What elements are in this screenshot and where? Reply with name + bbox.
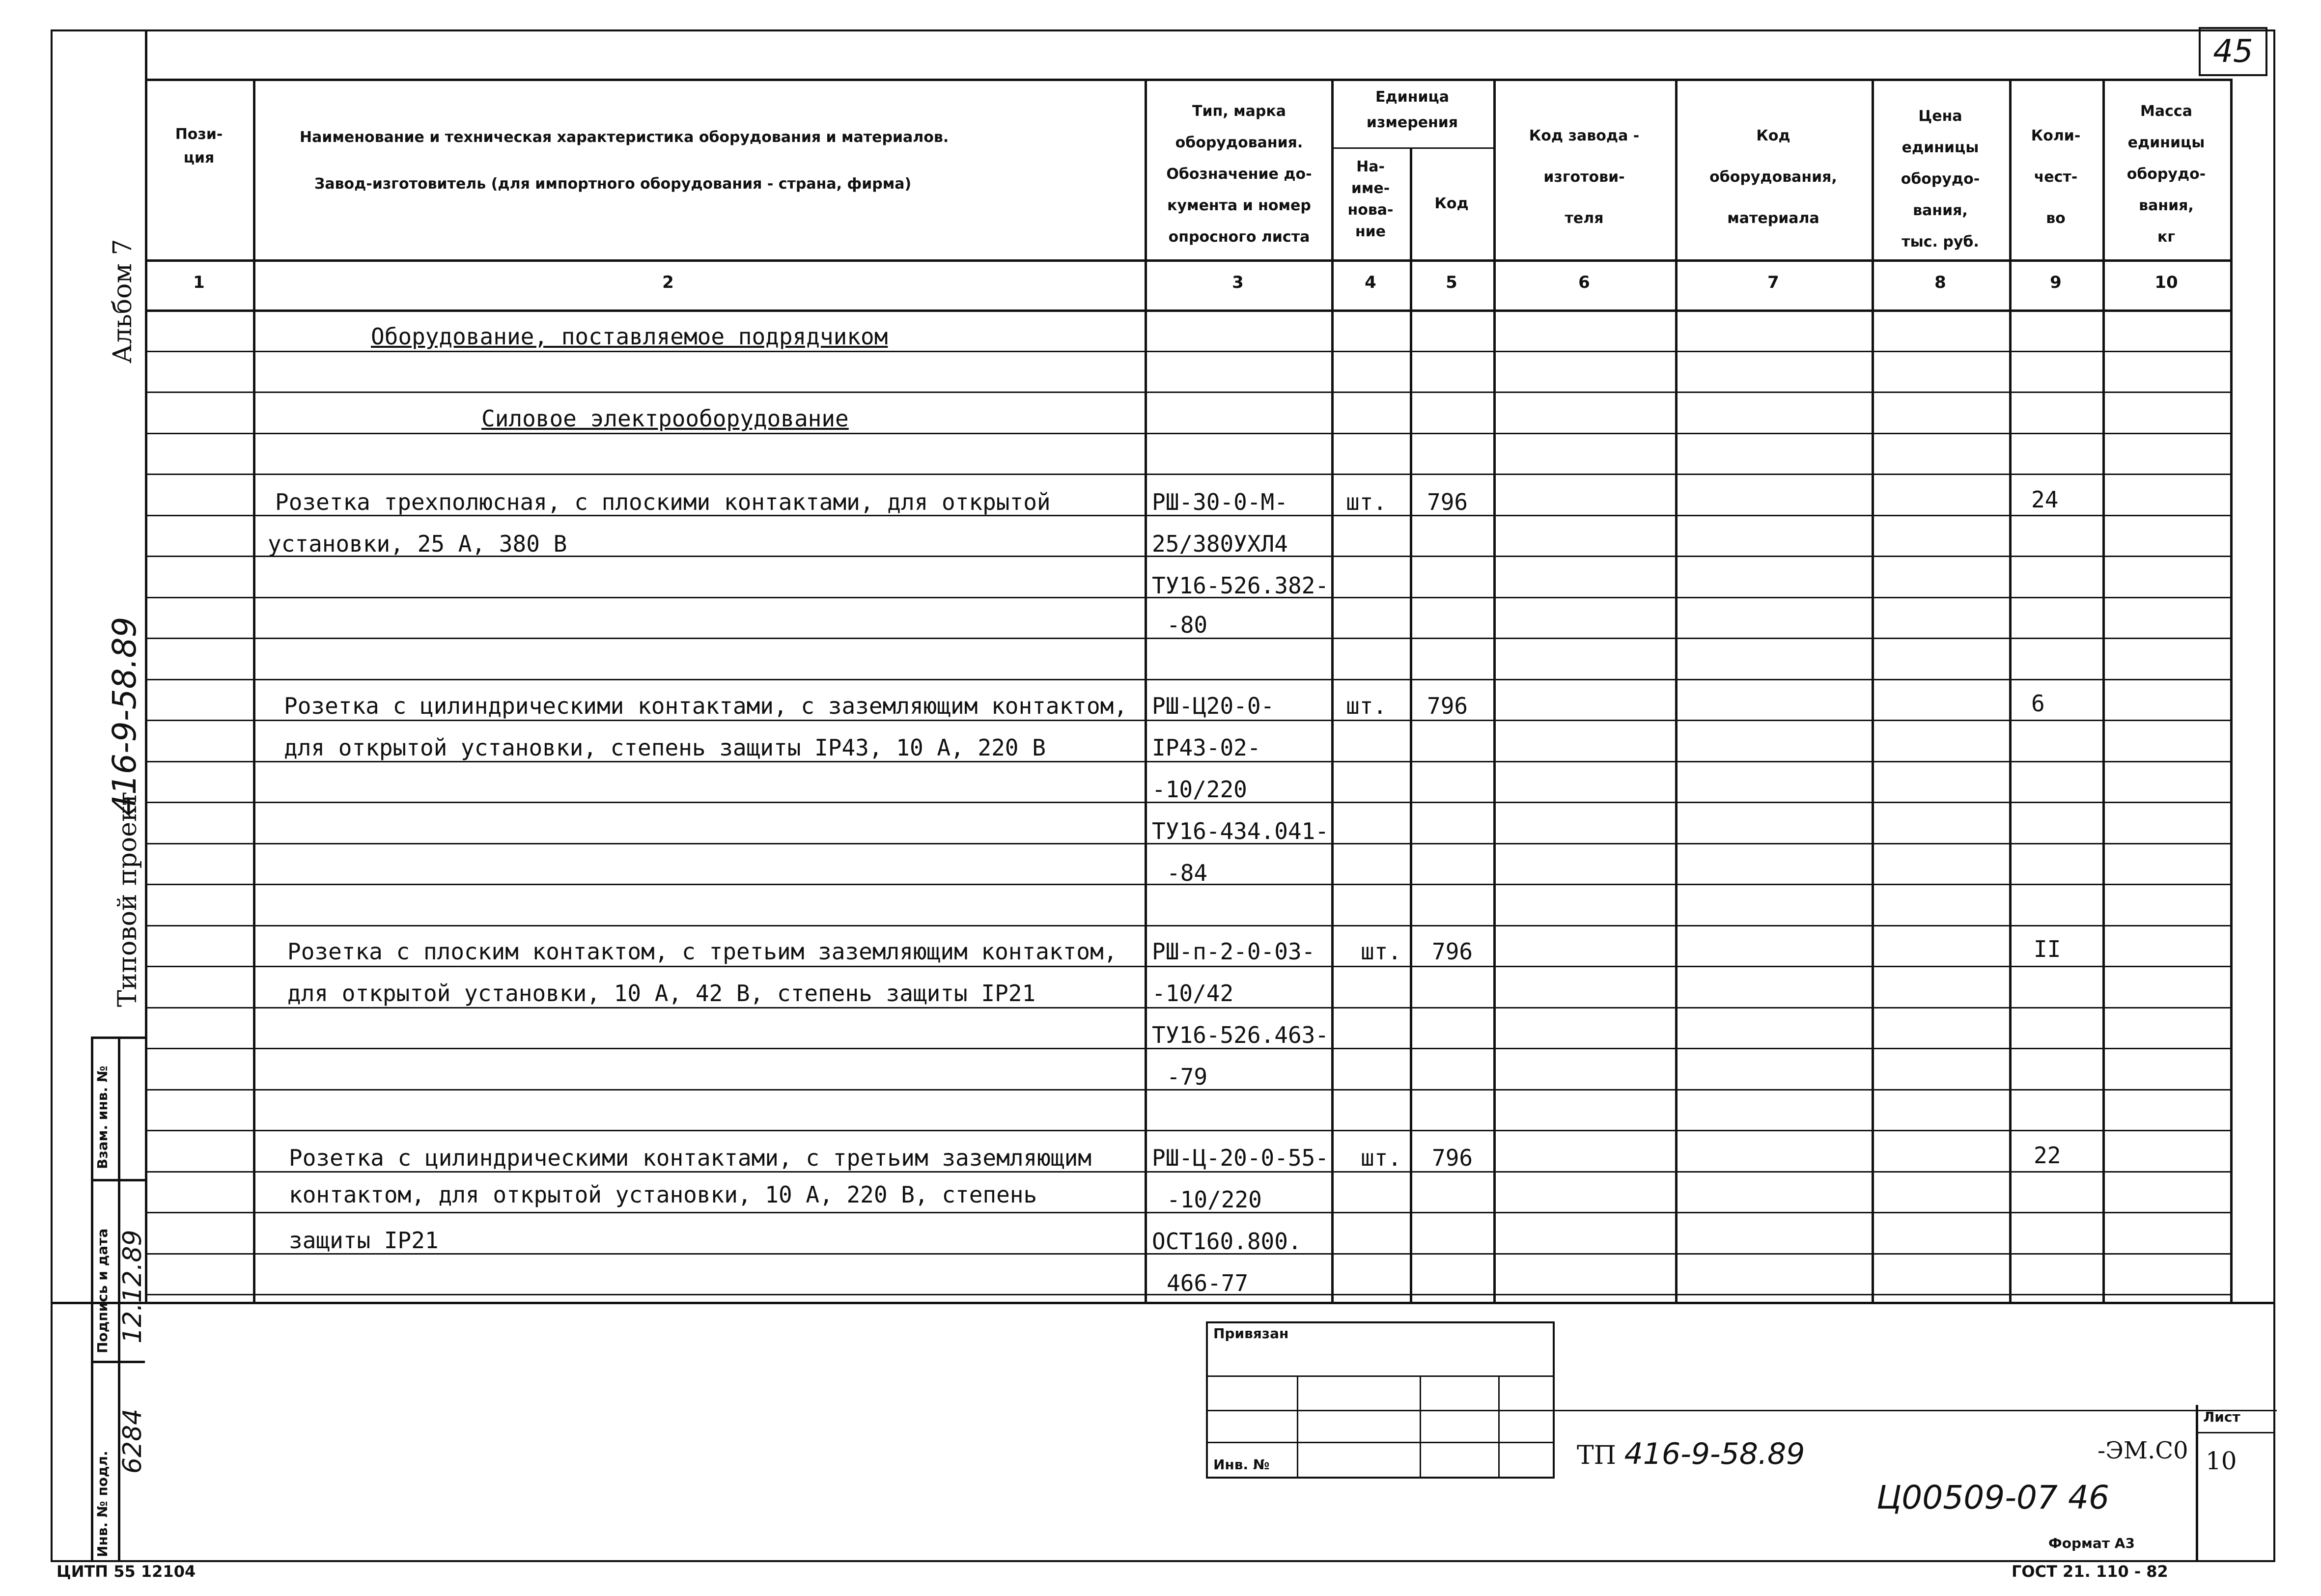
item-name-line: для открытой установки, 10 А, 42 В, степень защиты IP21 [287,980,1036,1007]
header-price: Цена единицы оборудо- вания, тыс. руб. [1901,108,1980,251]
table-row-line [145,925,2233,926]
project-number: 416-9-58.89 [106,616,143,815]
header-mass: Масса единицы оборудо- вания, кг [2126,103,2206,246]
item-quantity: 6 [2031,690,2045,717]
handwritten-archive-number: Ц00509-07 46 [1876,1479,2109,1516]
footer-gost: ГОСТ 21. 110 - 82 [2012,1562,2168,1581]
original-inventory-label: Инв. № подл. [94,1451,111,1557]
item-unit: шт. [1346,693,1387,719]
item-type-line: РШ-п-2-0-03- [1152,938,1315,965]
footer-code: ЦИТП 55 12104 [56,1562,196,1581]
header-quantity: Коли- чест- во [2031,127,2081,227]
item-name-line: защиты IP21 [289,1227,439,1254]
sheet-number: 10 [2206,1447,2237,1475]
item-quantity: 22 [2034,1142,2061,1169]
item-type-line: ТУ16-526.463- [1152,1022,1329,1048]
column-number: 10 [2154,273,2178,292]
item-name-line: Розетка трехполюсная, с плоскими контактами, для открытой [275,489,1051,515]
format-label: Формат А3 [2048,1535,2135,1551]
item-type-line: РШ-Ц20-0- [1152,693,1275,719]
section-supplied-by-contractor: Оборудование, поставляемое подрядчиком [371,323,888,350]
table-row-line [145,392,2233,393]
item-name-line: установки, 25 А, 380 В [268,531,567,557]
table-row-line [145,351,2233,352]
table-row-line [145,1171,2233,1173]
item-type-line: РШ-Ц-20-0-55- [1152,1145,1329,1171]
item-name-line: контактом, для открытой установки, 10 А, 220 В, степень [289,1181,1037,1208]
header-unit-group: Единица измерения [1366,88,1458,131]
document-prefix: ТП [1577,1441,1617,1470]
column-number: 1 [193,273,205,292]
document-code [1577,1437,1805,1471]
item-unit-code: 796 [1432,1145,1473,1171]
column-number: 8 [1934,273,1946,292]
column-number: 5 [1446,273,1457,292]
item-unit: шт. [1361,938,1402,965]
column-number: 2 [662,273,674,292]
header-name-line1: Наименование и техническая характеристика оборудования и материалов. [300,129,949,146]
table-row-line [145,474,2233,475]
table-row-line [145,720,2233,721]
item-type-line: -79 [1167,1064,1208,1090]
document-number: 416-9-58.89 [1624,1437,1805,1471]
signature-date-value: 12.12.89 [118,1230,147,1344]
column-number: 7 [1767,273,1779,292]
item-unit: шт. [1361,1145,1402,1171]
sheet-label: Лист [2203,1409,2240,1425]
table-row-line [145,966,2233,967]
column-number: 6 [1578,273,1590,292]
item-quantity: II [2034,936,2061,962]
replacement-inventory-label: Взам. инв. № [94,1065,111,1169]
binding-inventory-label: Инв. № [1213,1456,1270,1473]
item-type-line: -10/220 [1152,776,1247,803]
header-position: Пози- ция [175,126,223,167]
item-type-line: -10/220 [1167,1186,1262,1213]
table-row-line [145,679,2233,680]
item-type-line: ТУ16-434.041- [1152,818,1329,844]
column-number: 3 [1232,273,1244,292]
header-name-line2: Завод-изготовитель (для импортного оборудования - страна, фирма) [314,175,912,193]
binding-label: Привязан [1213,1325,1289,1342]
item-unit-code: 796 [1427,693,1468,719]
item-name-line: Розетка с цилиндрическими контактами, с заземляющим контактом, [284,693,1128,719]
item-unit-code: 796 [1427,489,1468,515]
header-type: Тип, марка оборудования. Обозначение до- кумента и номер опросного листа [1166,103,1312,246]
header-factory-code: Код завода - изготови- теля [1529,127,1640,227]
item-name-line: Розетка с плоским контактом, с третьим заземляющим контактом, [287,938,1118,965]
item-unit-code: 796 [1432,938,1473,965]
item-type-line: IP43-02- [1152,734,1261,761]
binding-stamp [1206,1321,1555,1479]
original-inventory-value: 6284 [118,1408,147,1474]
header-unit-code: Код [1434,195,1469,212]
item-name-line: для открытой установки, степень защиты IP43, 10 А, 220 В [284,734,1046,761]
table-row-line [145,1007,2233,1008]
item-type-line: ОСТ160.800. [1152,1228,1302,1255]
column-number: 4 [1365,273,1376,292]
item-quantity: 24 [2031,486,2059,513]
table-row-line [145,761,2233,762]
album-label: Альбом 7 [108,239,138,364]
item-type-line: ТУ16-526.382- [1152,572,1329,599]
header-unit-name: На- име- нова- ние [1347,158,1394,240]
item-type-line: РШ-30-0-М- [1152,489,1288,515]
table-row-line [145,433,2233,434]
item-name-line: Розетка с цилиндрическими контактами, с третьим заземляющим [289,1145,1091,1171]
header-equipment-code: Код оборудования, материала [1709,127,1837,227]
item-type-line: 466-77 [1167,1270,1249,1296]
item-type-line: -10/42 [1152,980,1234,1007]
item-unit: шт. [1346,489,1387,515]
column-number: 9 [2050,273,2062,292]
table-row-line [145,1130,2233,1131]
project-label: Типовой проект [113,791,142,1007]
item-type-line: -80 [1167,612,1208,638]
item-type-line: -84 [1167,860,1208,886]
signature-date-label: Подпись и дата [94,1228,111,1353]
item-type-line: 25/380УХЛ4 [1152,531,1288,557]
document-suffix: -ЭМ.С0 [2097,1437,2188,1464]
sheet-corner-number: 45 [2199,27,2267,76]
section-power-equipment: Силовое электрооборудование [481,405,849,432]
